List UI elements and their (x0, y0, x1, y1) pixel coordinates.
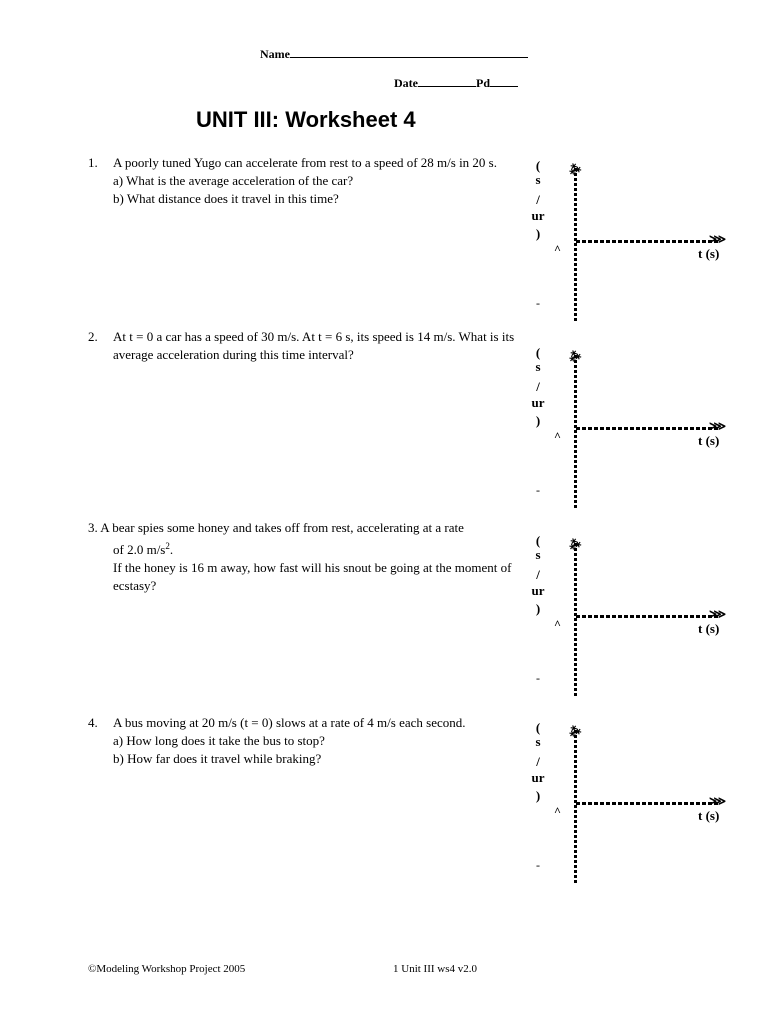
velocity-time-graph-4 (524, 720, 760, 900)
y-axis-label-char: / (536, 192, 540, 207)
velocity-time-graph-1 (524, 158, 760, 338)
origin-mark: ^ (554, 804, 561, 818)
footer-page-info: 1 Unit III ws4 v2.0 (393, 963, 478, 975)
question-number: 4. (88, 715, 98, 730)
worksheet-title: UNIT III: Worksheet 4 (196, 107, 416, 132)
question-part-b: b) How far does it travel while braking? (113, 751, 322, 766)
date-pd-field (394, 75, 518, 91)
velocity-time-graph-2 (524, 345, 760, 525)
name-field (260, 46, 528, 62)
question-acceleration: of 2.0 $m/s^2$. (113, 541, 174, 557)
y-axis-label-char: s (535, 734, 541, 749)
y-axis-label-char: ) (535, 413, 541, 428)
name-blank (290, 46, 528, 58)
question-4 (88, 714, 524, 768)
origin-mark: ^ (554, 617, 561, 631)
question-3 (88, 519, 528, 595)
y-axis-label-char: ( (535, 533, 541, 548)
question-text: A bus moving at 20 m/s (t = 0) slows at a rate of 4 m/s each second. (113, 715, 466, 730)
y-axis-label-char: / (536, 567, 540, 582)
y-axis-label-char: ( (535, 720, 541, 735)
y-axis-label-char: ur (531, 208, 545, 223)
question-text-continued: If the honey is 16 m away, how fast will his snout be going at the moment of ecstasy? (113, 560, 512, 593)
question-1 (88, 154, 524, 208)
y-axis (574, 543, 577, 698)
x-axis-label: t (s) (698, 808, 720, 823)
x-axis-arrow-icon: ⋙ (709, 419, 727, 433)
x-axis (576, 615, 720, 618)
y-axis-label-char: / (536, 379, 540, 394)
x-axis-label: t (s) (698, 621, 720, 636)
y-axis-label-char: ) (535, 226, 541, 241)
lower-mark: - (536, 671, 540, 685)
y-axis-label-char: ) (535, 788, 541, 803)
x-axis (576, 427, 720, 430)
question-number: 3. (88, 520, 98, 535)
question-part-b: b) What distance does it travel in this time? (113, 191, 339, 206)
y-axis-arrow-icon: ⁂ (566, 160, 583, 178)
question-part-a: a) What is the average acceleration of the car? (113, 173, 354, 188)
origin-mark: ^ (554, 429, 561, 443)
x-axis-label: t (s) (698, 433, 720, 448)
y-axis-label-char: s (535, 172, 541, 187)
y-axis-label-char: ur (531, 583, 545, 598)
x-axis (576, 240, 720, 243)
name-label: Name (260, 47, 290, 61)
y-axis-label-char: ur (531, 395, 545, 410)
x-axis-arrow-icon: ⋙ (709, 607, 727, 621)
question-text: A poorly tuned Yugo can accelerate from rest to a speed of 28 m/s in 20 s. (113, 155, 497, 170)
question-part-a: a) How long does it take the bus to stop? (113, 733, 325, 748)
x-axis-label: t (s) (698, 246, 720, 261)
y-axis-label-char: ( (535, 158, 541, 173)
question-text: A bear spies some honey and takes off from rest, accelerating at a rate (100, 520, 464, 535)
date-blank (418, 75, 476, 87)
x-axis (576, 802, 720, 805)
x-axis-arrow-icon: ⋙ (709, 794, 727, 808)
question-2 (88, 328, 524, 364)
y-axis-label-char: ) (535, 601, 541, 616)
origin-mark: ^ (554, 242, 561, 256)
question-number: 2. (88, 329, 98, 344)
y-axis-label-char: s (535, 547, 541, 562)
pd-blank (490, 75, 518, 87)
y-axis-arrow-icon: ⁂ (566, 722, 583, 740)
y-axis (574, 168, 577, 323)
lower-mark: - (536, 296, 540, 310)
footer-copyright: ©Modeling Workshop Project 2005 (88, 963, 246, 975)
velocity-time-graph-3 (524, 533, 760, 713)
question-text: At t = 0 a car has a speed of 30 m/s. At t = 6 s, its speed is 14 m/s. What is its average acceleration during this time interval? (113, 329, 515, 362)
date-label: Date (394, 76, 418, 90)
y-axis-label-char: ( (535, 345, 541, 360)
pd-label: Pd (476, 76, 491, 90)
y-axis-arrow-icon: ⁂ (566, 535, 583, 553)
y-axis-arrow-icon: ⁂ (566, 347, 583, 365)
lower-mark: - (536, 483, 540, 497)
lower-mark: - (536, 858, 540, 872)
y-axis-label-char: s (535, 359, 541, 374)
y-axis (574, 730, 577, 885)
x-axis-arrow-icon: ⋙ (709, 232, 727, 246)
y-axis-label-char: / (536, 754, 540, 769)
y-axis (574, 355, 577, 510)
y-axis-label-char: ur (531, 770, 545, 785)
question-number: 1. (88, 155, 98, 170)
